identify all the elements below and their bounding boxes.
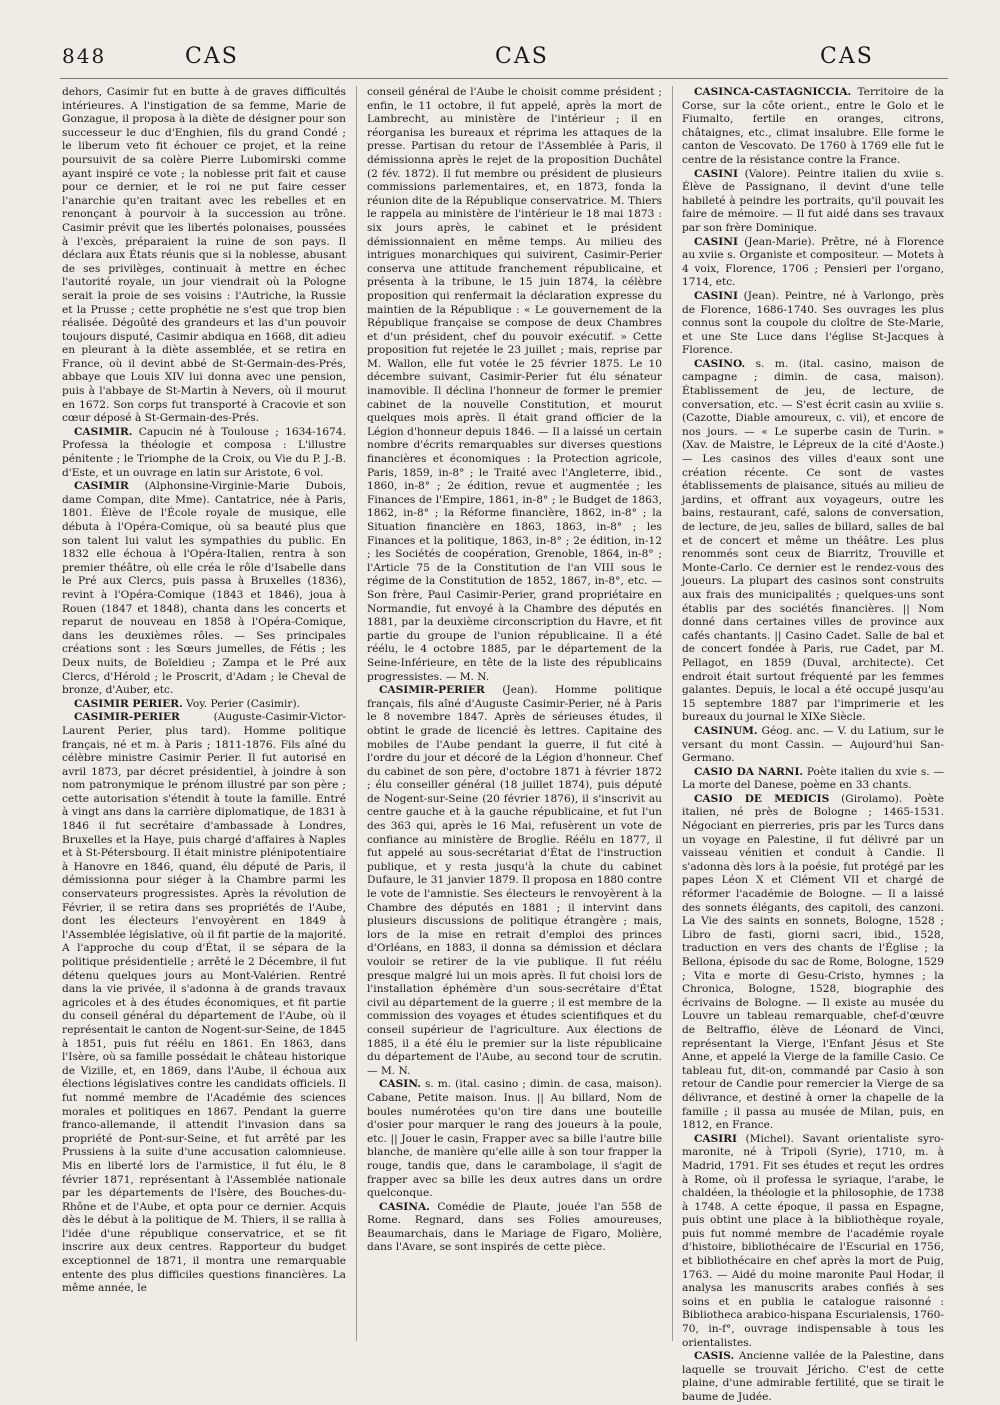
entry-text: Poète italien du xvie s. — La morte del Danese, poème en 33 chants. — [682, 765, 944, 792]
entry-headword: CASINCA-CASTAGNICCIA. — [694, 86, 852, 98]
dictionary-entry — [62, 426, 346, 480]
entry-headword: CASIMIR PERIER. — [74, 697, 183, 710]
column-middle — [367, 86, 662, 1346]
entry-text: Comédie de Plaute, jouée l'an 558 de Rome. Regnard, dans ses Folies amoureuses, Beaumarchais, dans le Mariage de Figaro, Molière, dans l'Avare, se sont inspirés de cette pièce. — [367, 1200, 662, 1254]
column-divider — [672, 86, 673, 1341]
entry-text: s. m. (ital. casino, maison de campagne ; dimin. de casa, maison). Établissement de jeu, de lecture, de conversation, etc. — S'est écrit casin au xviiie s. (Cazotte, Diable amoureux, c. vii), et encore de nos jours. — « Le superbe casin de Turin. » (Xav. de Maistre, le Lépreux de la cité d'Aoste.) — Les casinos des villes d'eaux sont une création récente. Ce sont de vastes établissements de plaisance, situés au milieu de jardins, et offrant aux voyageurs, outre les bains, restaurant, café, salons de conversation, de lecture, de jeu, salles de billard, salles de bal et de concert et même un théâtre. Les plus renommés sont ceux de Biarritz, Trouville et Monte-Carlo. Ce dernier est le rendez-vous des joueurs. La plupart des casinos sont construits aux frais des municipalités ; quelques-uns sont établis par des sociétés financières. || Nom donné dans certaines villes de province aux cafés chantants. || Casino Cadet. Salle de bal et de concert fondée à Paris, rue Cadet, par M. Pellagot, en 1859 (Duval, architecte). Cet endroit était surtout fréquenté par les femmes galantes. Depuis, le local a été occupé jusqu'au 15 septembre 1887 par l'imprimerie et les bureaux du journal le XIXe Siècle. — [682, 357, 944, 724]
entry-text: dehors, Casimir fut en butte à de graves difficultés intérieures. A l'instigation de sa femme, Marie de Gonzague, il proposa à la diète de désigner pour son successeur le duc d'Enghien, fils du grand Condé ; le liberum veto fit échouer ce projet, et la reine poursuivit de sa colère Pierre Lubomirski comme ayant inspiré ce vote ; la noblesse prit fait et cause pour ce dernier, et le roi ne put faire cesser l'anarchie qu'en traitant avec les rebelles et en renonçant à pourvoir à la succession au trône. Casimir prévit que les libertés polonaises, poussées à l'excès, préparaient la ruine de son pays. Il déclara aux États réunis que si la noblesse, abusant de ses privilèges, continuait à mettre en échec l'autorité royale, un jour viendrait où la Pologne serait la proie de ses voisins : l'Autriche, la Russie et la Prusse ; cette prophétie ne s'est que trop bien réalisée. Dégoûté des grandeurs et las d'un pouvoir toujours disputé, Casimir abdiqua en 1668, dit adieu en pleurant à la diète assemblée, et se retira en France, où il devint abbé de St-Germain-des-Prés, abbaye que Louis XIV lui donna avec une pension, puis à l'abbaye de St-Martin à Nevers, où il mourut en 1672. Son corps fut transporté à Cracovie et son cœur déposé à St-Germain-des-Prés. — [62, 86, 346, 425]
entry-headword: CASINUM. — [694, 724, 758, 737]
dictionary-entry — [682, 766, 944, 793]
entry-text: (Valore). Peintre italien du xviie s. Élève de Passignano, il devint d'une telle habileté à peindre les portraits, qu'il pouvait les faire de mémoire. — Il fut aidé dans ses travaux par son frère Dominique. — [682, 167, 944, 234]
column-divider — [356, 86, 357, 1341]
entry-text: (Alphonsine-Virginie-Marie Dubois, dame Compan, dite Mme). Cantatrice, née à Paris, 1801. Élève de l'École royale de musique, elle débuta à l'Opéra-Comique, où sa beauté plus que son talent lui valut les sympathies du public. En 1832 elle échoua à l'Opéra-Italien, rentra à son premier théâtre, où elle créa le rôle d'Isabelle dans le Pré aux Clercs, puis passa à Bruxelles (1836), revint à l'Opéra-Comique (1843 et 1846), joua à Rouen (1847 et 1848), chanta dans les concerts et reparut de nouveau en 1858 à l'Opéra-Comique, dans les deuxièmes rôles. — Ses principales créations sont : les Sœurs jumelles, de Fétis ; les Deux nuits, de Boïeldieu ; Zampa et le Pré aux Clercs, d'Hérold ; le Proscrit, d'Adam ; le Cheval de bronze, d'Auber, etc. — [62, 480, 346, 697]
dictionary-entry — [62, 86, 346, 426]
entry-headword: CASIO DA NARNI. — [694, 765, 804, 778]
page-number: 848 — [62, 44, 107, 68]
entry-headword: CASINO. — [694, 357, 746, 370]
entry-headword: CASINI — [694, 235, 738, 248]
dictionary-entry — [682, 358, 944, 725]
dictionary-entry — [62, 711, 346, 1296]
entry-text: Capucin né à Toulouse ; 1634-1674. Professa la théologie et composa : L'illustre pénitente ; le Triomphe de la Croix, ou Vie du P. J.-B. d'Este, et un ouvrage en latin sur Aristote, 6 vol. — [62, 425, 346, 479]
entry-text: s. m. (ital. casino ; dimin. de casa, maison). Cabane, Petite maison. Inus. || Au billard, Nom de boules numérotées qu'on tire dans une bouteille d'osier pour marquer le rang des joueurs à la poule, etc. || Jouer le casin, Frapper avec sa bille l'autre bille blanche, de manière qu'elle aille à son tour frapper la rouge, tandis que, dans le carambolage, il s'agit de frapper avec sa bille les deux autres dans un ordre quelconque. — [367, 1078, 662, 1200]
entry-text: (Jean). Peintre, né à Varlongo, près de Florence, 1686-1740. Ses ouvrages les plus connus sont la coupole du cloître de Ste-Marie, et une Ste Luce dans l'église St-Jacques à Florence. — [682, 289, 944, 357]
dictionary-entry — [682, 290, 944, 358]
entry-text: Ancienne vallée de la Palestine, dans laquelle se trouvait Jéricho. C'est de cette plaine, d'une admirable fertilité, que se tirait le baume de Judée. — [682, 1350, 944, 1403]
dictionary-entry — [682, 725, 944, 766]
entry-headword: CASIMIR-PERIER — [74, 711, 180, 724]
dictionary-entry — [367, 86, 662, 684]
entry-headword: CASIMIR. — [74, 425, 133, 438]
running-head-center: CAS — [495, 44, 549, 69]
running-head-right: CAS — [820, 44, 874, 69]
entry-headword: CASIMIR — [74, 480, 129, 493]
dictionary-entry — [682, 793, 944, 1133]
entry-headword: CASIS. — [694, 1350, 735, 1363]
entry-text: Voy. Perier (Casimir). — [182, 697, 300, 710]
entry-headword: CASIO DE MEDICIS — [694, 792, 830, 805]
header-rule — [60, 78, 948, 79]
dictionary-entry — [682, 1350, 944, 1404]
dictionary-entry — [367, 1201, 662, 1255]
entry-headword: CASIRI — [694, 1132, 738, 1145]
entry-headword: CASINA. — [379, 1200, 430, 1213]
entry-headword: CASIMIR-PERIER — [379, 684, 485, 697]
entry-text: conseil général de l'Aube le choisit comme président ; enfin, le 11 octobre, il fut appelé, après la mort de Lambrecht, au ministère de l'intérieur ; il en réorganisa les bureaux et réprima les attaques de la presse. Partisan du retour de l'Assemblée à Paris, il démissionna après le rejet de la proposition Duchâtel (2 fév. 1872). Il fut membre ou président de plusieurs commissions parlementaires, et, en 1873, fonda la réunion dite de la République conservatrice. M. Thiers le rappela au ministère de l'intérieur le 18 mai 1873 : six jours après, le cabinet et le président démissionnaient en même temps. Au milieu des intrigues monarchiques qui suivirent, Casimir-Perier conserva une attitude franchement républicaine, et présenta à la tribune, le 15 juin 1874, la célèbre proposition qui renfermait la déclaration expresse du maintien de la République : « Le gouvernement de la République française se compose de deux Chambres et d'un président, chef du pouvoir exécutif. » Cette proposition fut rejetée le 23 juillet ; mais, reprise par M. Wallon, elle fut votée le 25 février 1875. Le 10 décembre suivant, Casimir-Perier fut élu sénateur inamovible. Il déclina l'honneur de former le premier cabinet de la nouvelle Constitution, et mourut quelques mois après. Il était grand officier de la Légion d'honneur depuis 1846. — Il a laissé un certain nombre d'écrits remarquables sur diverses questions financières et économiques : la Protection agricole, Paris, 1859, in-8° ; le Traité avec l'Angleterre, ibid., 1860, in-8° ; 2e édition, revue et augmentée ; les Finances de l'Empire, 1861, in-8° ; le Budget de 1863, 1862, in-8° ; la Réforme financière, 1862, in-8° ; la Situation financière en 1863, 1863, in-8° ; les Finances et la politique, 1863, in-8° ; 2e édition, in-12 ; les Sociétés de coopération, Grenoble, 1864, in-8° ; l'Article 75 de la Constitution de l'an VIII sous le régime de la Constitution de 1852, 1867, in-8°, etc. — Son frère, Paul Casimir-Perier, grand propriétaire en Normandie, fut envoyé à la Chambre des députés en 1881, par la deuxième circonscription du Havre, et fit partie du groupe de l'union républicaine. Il a été réélu, le 4 octobre 1885, par le département de la Seine-Inférieure, en tête de la liste des républicains progressistes. — M. N. — [367, 86, 662, 683]
dictionary-entry — [367, 684, 662, 1078]
entry-text: (Auguste-Casimir-Victor-Laurent Perier, plus tard). Homme politique français, né et m. à Paris ; 1811-1876. Fils aîné du célèbre ministre Casimir Perier. Il fut autorisé en avril 1873, par décret présidentiel, à joindre à son nom patronymique le prénom illustré par son père ; cette autorisation s'étendit à toute la famille. Entré à vingt ans dans la carrière diplomatique, de 1831 à 1846 il fut secrétaire d'ambassade à Londres, Bruxelles et la Haye, puis chargé d'affaires à Naples et à St-Pétersbourg. Il était ministre plénipotentiaire à Hanovre en 1846, quand, élu député de Paris, il démissionna pour siéger à la Chambre parmi les conservateurs progressistes. Après la révolution de Février, il se retira dans ses propriétés de l'Aube, dont les électeurs l'envoyèrent en 1849 à l'Assemblée législative, où il fit partie de la majorité. A l'approche du coup d'État, il se sépara de la politique présidentielle ; arrêté le 2 Décembre, il fut détenu quelques jours au Mont-Valérien. Rentré dans la vie privée, il s'adonna à de grands travaux agricoles et à des études économiques, et fit partie du conseil général du département de l'Aube, où il représentait le canton de Nogent-sur-Seine, de 1845 à 1851, puis fut réélu en 1861. En 1863, dans l'Isère, où sa famille possédait le château historique de Vizille, et, en 1869, dans l'Aube, il échoua aux élections législatives contre les candidats officiels. Il fut nommé membre de l'Académie des sciences morales et politiques en 1867. Pendant la guerre franco-allemande, il attendit l'invasion dans sa propriété de Pont-sur-Seine, et fut arrêté par les Prussiens à la suite d'une accusation calomnieuse. Mis en liberté lors de l'armistice, il fut élu, le 8 février 1871, représentant à l'Assemblée nationale par les départements de l'Isère, des Bouches-du-Rhône et de l'Aube, et opta pour ce dernier. Acquis dès le début à la politique de M. Thiers, il se rallia à l'idée d'une république conservatrice, et se fit inscrire aux deux centres. Rapporteur du budget exceptionnel de 1871, il montra une remarquable entente des plus difficiles questions financières. La même année, le — [62, 711, 346, 1295]
dictionary-entry — [682, 1133, 944, 1351]
entry-headword: CASINI — [694, 167, 738, 180]
running-head-left: CAS — [185, 44, 239, 69]
column-right — [682, 86, 944, 1403]
entry-text: Géog. anc. — V. du Latium, sur le versant du mont Cassin. — Aujourd'hui San-Germano. — [682, 724, 944, 765]
entry-text: (Jean). Homme politique français, fils aîné d'Auguste Casimir-Perier, né à Paris le 8 novembre 1847. Après de sérieuses études, il obtint le grade de licencié ès lettres. Capitaine des mobiles de l'Aube pendant la guerre, il fut cité à l'ordre du jour et décoré de la Légion d'honneur. Chef du cabinet de son père, d'octobre 1871 à février 1872 ; élu conseiller général (18 juillet 1874), puis député de Nogent-sur-Seine (20 février 1876), il s'inscrivit au centre gauche et à la gauche républicaine, et fut l'un des 363 qui, après le 16 Mai, refusèrent un vote de confiance au ministère de Broglie. Réélu en 1877, il fut appelé au sous-secrétariat d'État de l'instruction publique, et y resta jusqu'à la chute du cabinet Dufaure, le 31 janvier 1879. Il proposa en 1880 contre le vote de l'amnistie. Ses électeurs le renvoyèrent à la Chambre des députés en 1881 ; il intervint dans plusieurs discussions de politique étrangère ; mais, lors de la mise en retrait d'emploi des princes d'Orléans, en 1883, il donna sa démission et déclara vouloir se retirer de la vie publique. Il fut réélu presque malgré lui un mois après. Il fut choisi lors de l'installation éphémère d'un sous-secrétaire d'État civil au département de la guerre ; il est membre de la commission des voyages et études scientifiques et du conseil supérieur de l'agriculture. Aux élections de 1885, il a été élu le premier sur la liste républicaine du département de l'Aube, au second tour de scrutin. — M. N. — [367, 684, 662, 1077]
dictionary-entry — [682, 236, 944, 290]
entry-text: (Michel). Savant orientaliste syro-maronite, né à Tripoli (Syrie), 1710, m. à Madrid, 1791. Fit ses études et reçut les ordres à Rome, où il professa le syriaque, l'arabe, le chaldéen, la théologie et la philosophie, de 1738 à 1748. A cette époque, il passa en Espagne, puis obtint une place à la bibliothèque royale, puis fut nommé membre de l'académie royale d'histoire, bibliothécaire de l'Escurial en 1756, et bibliothécaire en chef après la mort de Puig, 1763. — Aidé du moine maronite Paul Hodar, il analysa les manuscrits arabes confiés à ses soins et en publia le catalogue raisonné : Bibliotheca arabico-hispana Escurialensis, 1760-70, in-f°, ouvrage indispensable à tous les orientalistes. — [682, 1132, 944, 1349]
entry-headword: CASIN. — [379, 1078, 421, 1091]
column-left — [62, 86, 346, 1346]
dictionary-entry — [62, 698, 346, 712]
dictionary-entry — [62, 480, 346, 698]
entry-text: (Girolamo). Poète italien, né près de Bologne ; 1465-1531. Négociant en pierreries, pris par les Turcs dans un voyage en Palestine, il fut délivré par un vaisseau vénitien et conduit à Candie. Il s'adonna dès lors à la poésie, fut protégé par les papes Léon X et Clément VII et chargé de réformer l'académie de Bologne. — Il a laissé des sonnets élégants, des capitoli, des canzoni. La Vie des saints en sonnets, Bologne, 1528 ; Libro de fasti, giorni sacri, ibid., 1528, traduction en vers des chants de l'Église ; la Bellona, épisode du sac de Rome, Bologne, 1529 ; Vita e morte di Gesu-Cristo, hymnes ; la Chronica, Bologne, 1528, biographie des écrivains de Bologne. — Il existe au musée du Louvre un tableau remarquable, chef-d'œuvre de Beltraffio, élève de Léonard de Vinci, représentant la Vierge, l'Enfant Jésus et Ste Anne, et appelé la Vierge de la famille Casio. Ce tableau fut, dit-on, commandé par Casio à son retour de Candie pour remercier la Vierge de sa délivrance, et destiné à orner la chapelle de la famille ; il passa au musée de Milan, puis, en 1812, en France. — [682, 792, 944, 1132]
dictionary-entry — [367, 1078, 662, 1200]
dictionary-entry — [682, 168, 944, 236]
dictionary-entry — [682, 86, 944, 168]
entry-headword: CASINI — [694, 289, 738, 302]
entry-text: (Jean-Marie). Prêtre, né à Florence au xviie s. Organiste et compositeur. — Motets à 4 voix, Florence, 1706 ; Pensieri per l'organo, 1714, etc. — [682, 235, 944, 289]
entry-text: Territoire de la Corse, sur la côte orient., entre le Golo et le Fiumalto, fertile en oranges, citrons, châtaignes, etc., climat insalubre. Elle forme le canton de Vescovato. De 1760 à 1769 elle fut le centre de la résistance contre la France. — [682, 86, 944, 166]
